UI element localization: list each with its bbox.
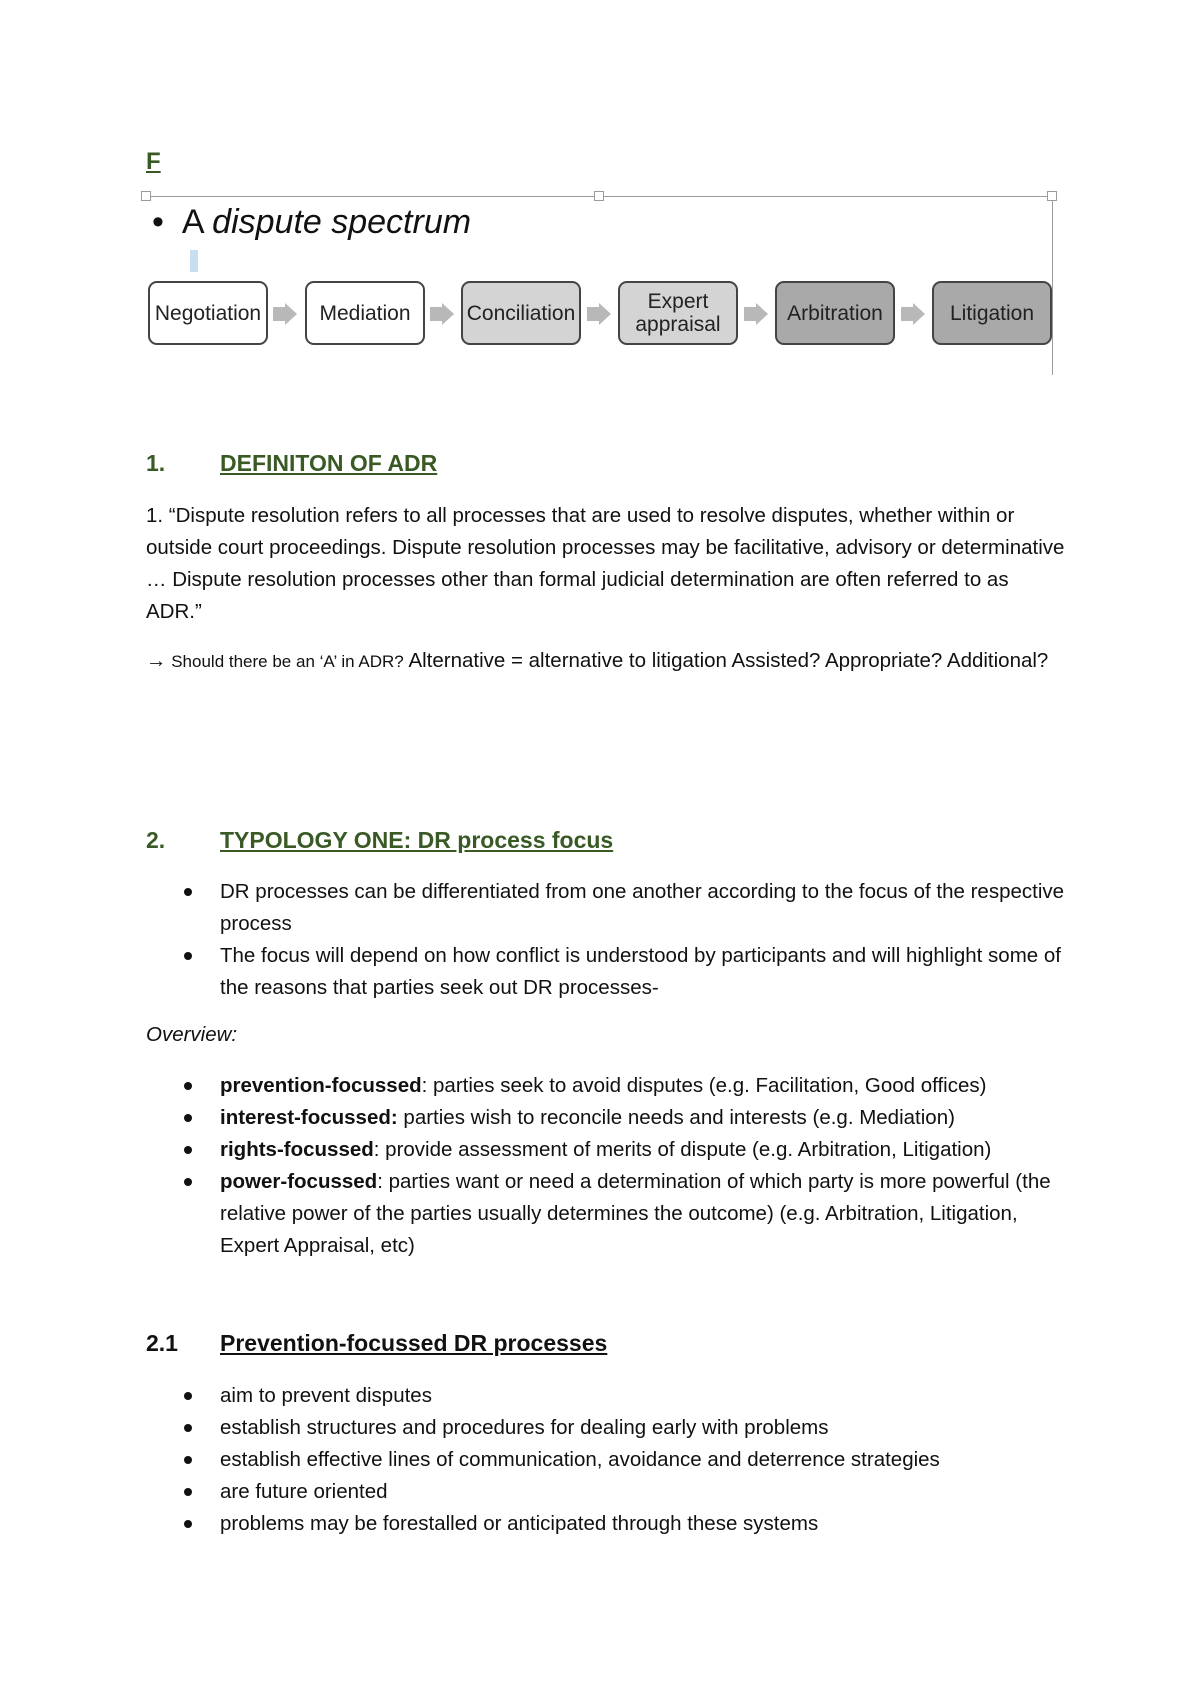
list-item-text: establish structures and procedures for dealing early with problems [220, 1416, 829, 1439]
focus-text: : parties want or need a determination of which party is more powerful (the relative power of the parties usually determines the outcome) (e.g. Arbitration, Litigation, Expert Appraisal, etc) [220, 1170, 1051, 1257]
section-2-1-heading [146, 1330, 607, 1357]
spectrum-arrow-icon [285, 303, 297, 325]
slide-title [152, 203, 471, 242]
spectrum-arrow-icon [442, 303, 454, 325]
section-letter: F [146, 148, 161, 175]
spectrum-arrow-icon [273, 307, 285, 321]
list-item-text: DR processes can be differentiated from one another according to the focus of the respective process [220, 880, 1065, 935]
section-1-heading [146, 450, 437, 477]
list-item [146, 876, 1076, 940]
overview-label: Overview: [146, 1023, 238, 1046]
spectrum-step-arbitration: Arbitration [775, 281, 895, 345]
section-1-title: DEFINITON OF ADR [220, 450, 438, 476]
list-item-text: The focus will depend on how conflict is understood by participants and will highlight some of the reasons that parties seek out DR processes- [220, 944, 1061, 999]
bullet-icon [184, 952, 192, 960]
section-1-number: 1. [146, 450, 166, 476]
list-item-text: problems may be forestalled or anticipated through these systems [220, 1512, 819, 1535]
section-2-heading [146, 827, 613, 854]
focus-text: : parties seek to avoid disputes (e.g. Facilitation, Good offices) [421, 1074, 987, 1097]
bullet-icon [184, 1424, 192, 1432]
adr-definition-quote: 1. “Dispute resolution refers to all processes that are used to resolve disputes, whether within or outside court proceedings. Dispute resolution processes may be facilitative, advisory or determinative … Dispute resolution processes other than formal judicial determination are often referred to as ADR.” [146, 504, 1065, 623]
list-item-text: aim to prevent disputes [220, 1384, 432, 1407]
spectrum-arrow-icon [913, 303, 925, 325]
bullet-icon [184, 1520, 192, 1528]
adr-question-rest: Alternative = alternative to litigation Assisted? Appropriate? Additional? [408, 649, 1049, 672]
focus-text: : provide assessment of merits of dispute (e.g. Arbitration, Litigation) [373, 1138, 992, 1161]
adr-question-paragraph [146, 645, 1066, 678]
list-item [146, 1102, 1076, 1134]
list-item [146, 1380, 1076, 1412]
bullet-icon [184, 1178, 192, 1186]
spectrum-arrow-icon [587, 307, 599, 321]
focus-text: parties wish to reconcile needs and interests (e.g. Mediation) [397, 1106, 955, 1129]
spectrum-step-litigation: Litigation [932, 281, 1052, 345]
section-2-bullets [146, 876, 1076, 1004]
spectrum-step-conciliation: Conciliation [461, 281, 581, 345]
list-item [146, 940, 1076, 1004]
list-item [146, 1444, 1076, 1476]
list-item-text: are future oriented [220, 1480, 388, 1503]
arrow-icon: → [146, 649, 167, 672]
bullet-icon [184, 1146, 192, 1154]
resize-handle-top-left[interactable] [141, 191, 151, 201]
spectrum-arrow-icon [901, 307, 913, 321]
section-2-title: TYPOLOGY ONE: DR process focus [220, 827, 614, 853]
focus-term: prevention-focussed [220, 1074, 422, 1097]
spectrum-arrow-icon [430, 307, 442, 321]
spectrum-arrow-icon [756, 303, 768, 325]
list-item [146, 1070, 1076, 1102]
spectrum-arrow-icon [744, 307, 756, 321]
spectrum-arrow-icon [599, 303, 611, 325]
slide-title-italic: dispute spectrum [212, 203, 472, 241]
focus-term: rights-focussed [220, 1138, 374, 1161]
section-2-1-bullets [146, 1380, 1076, 1540]
bullet-icon [184, 1082, 192, 1090]
focus-type-list [146, 1070, 1076, 1262]
spectrum-step-mediation: Mediation [305, 281, 425, 345]
bullet-icon [184, 1392, 192, 1400]
focus-term: interest-focussed: [220, 1106, 398, 1129]
bullet-icon [184, 888, 192, 896]
section-2-number: 2. [146, 827, 166, 853]
section-2-1-title: Prevention-focussed DR processes [220, 1330, 608, 1356]
resize-handle-top-right[interactable] [1047, 191, 1057, 201]
bullet-icon [184, 1114, 192, 1122]
list-item-text: establish effective lines of communication, avoidance and deterrence strategies [220, 1448, 940, 1471]
spectrum-step-expert-appraisal: Expert appraisal [618, 281, 738, 345]
text-cursor-highlight [190, 250, 198, 272]
list-item [146, 1134, 1076, 1166]
list-item [146, 1476, 1076, 1508]
list-item [146, 1166, 1076, 1262]
adr-question-small: Should there be an ‘A’ in ADR? [166, 652, 409, 671]
list-item [146, 1508, 1076, 1540]
spectrum-step-negotiation: Negotiation [148, 281, 268, 345]
slide-bullet-icon: • [152, 203, 164, 241]
list-item [146, 1412, 1076, 1444]
focus-term: power-focussed [220, 1170, 378, 1193]
slide-title-plain: A [181, 203, 213, 241]
bullet-icon [184, 1456, 192, 1464]
bullet-icon [184, 1488, 192, 1496]
resize-handle-top-middle[interactable] [594, 191, 604, 201]
section-2-1-number: 2.1 [146, 1330, 178, 1356]
